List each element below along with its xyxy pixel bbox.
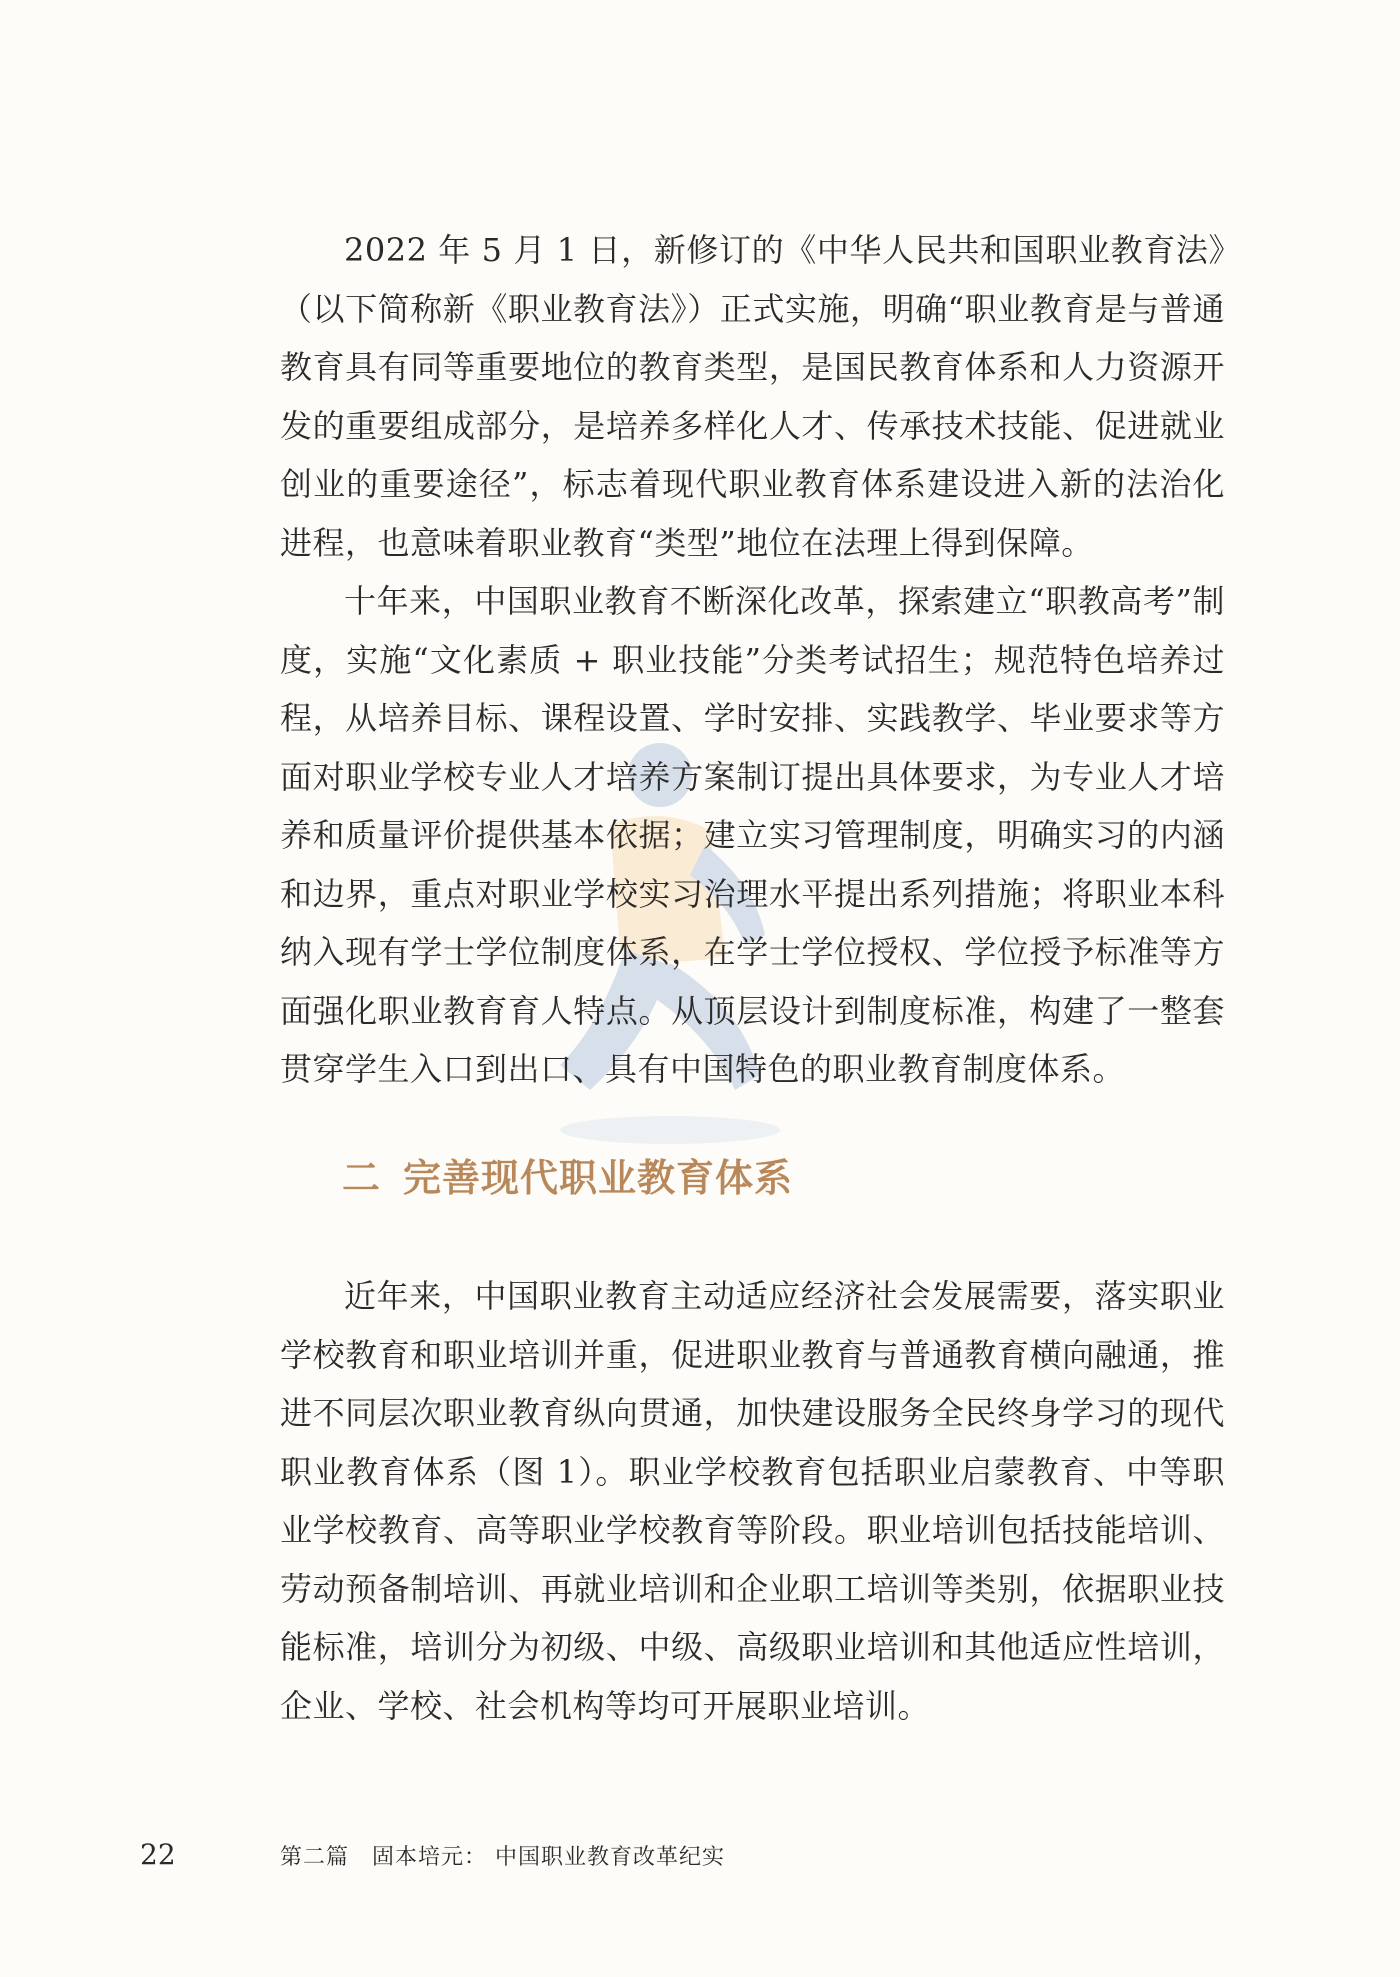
paragraph: 2022 年 5 月 1 日，新修订的《中华人民共和国职业教育法》（以下简称新《职业教育法》）正式实施，明确“职业教育是与普通教育具有同等重要地位的教育类型，是国民教育体系和人力资源开发的重要组成部分，是培养多样化人才、传承技术技能、促进就业创业的重要途径”，标志着现代职业教育体系建设进入新的法治化进程，也意味着职业教育“类型”地位在法理上得到保障。 bbox=[280, 231, 1225, 562]
page-footer bbox=[140, 1838, 1240, 1878]
paragraph: 近年来，中国职业教育主动适应经济社会发展需要，落实职业学校教育和职业培训并重，促进职业教育与普通教育横向融通，推进不同层次职业教育纵向贯通，加快建设服务全民终身学习的现代职业教育体系（图 1）。职业学校教育包括职业启蒙教育、中等职业学校教育、高等职业学校教育等阶段。职业培训包括技能培训、劳动预备制培训、再就业培训和企业职工培训等类别，依据职业技能标准，培训分为初级、中级、高级职业培训和其他适应性培训，企业、学校、社会机构等均可开展职业培训。 bbox=[280, 1277, 1225, 1725]
section-title: 完善现代职业教育体系 bbox=[403, 1156, 794, 1200]
body-section-1 bbox=[280, 221, 1225, 1099]
body-section-2 bbox=[280, 1267, 1225, 1735]
section-heading bbox=[342, 1147, 793, 1202]
page-number: 22 bbox=[140, 1838, 176, 1871]
section-number: 二 bbox=[342, 1156, 382, 1200]
running-title: 第二篇 固本培元： 中国职业教育改革纪实 bbox=[280, 1845, 725, 1870]
paragraph: 十年来，中国职业教育不断深化改革，探索建立“职教高考”制度，实施“文化素质 + 职业技能”分类考试招生；规范特色培养过程，从培养目标、课程设置、学时安排、实践教学、毕业要求等方面对职业学校专业人才培养方案制订提出具体要求，为专业人才培养和质量评价提供基本依据；建立实习管理制度，明确实习的内涵和边界，重点对职业学校实习治理水平提出系列措施；将职业本科纳入现有学士学位制度体系，在学士学位授权、学位授予标准等方面强化职业教育育人特点。从顶层设计到制度标准，构建了一整套贯穿学生入口到出口、具有中国特色的职业教育制度体系。 bbox=[280, 582, 1225, 1088]
